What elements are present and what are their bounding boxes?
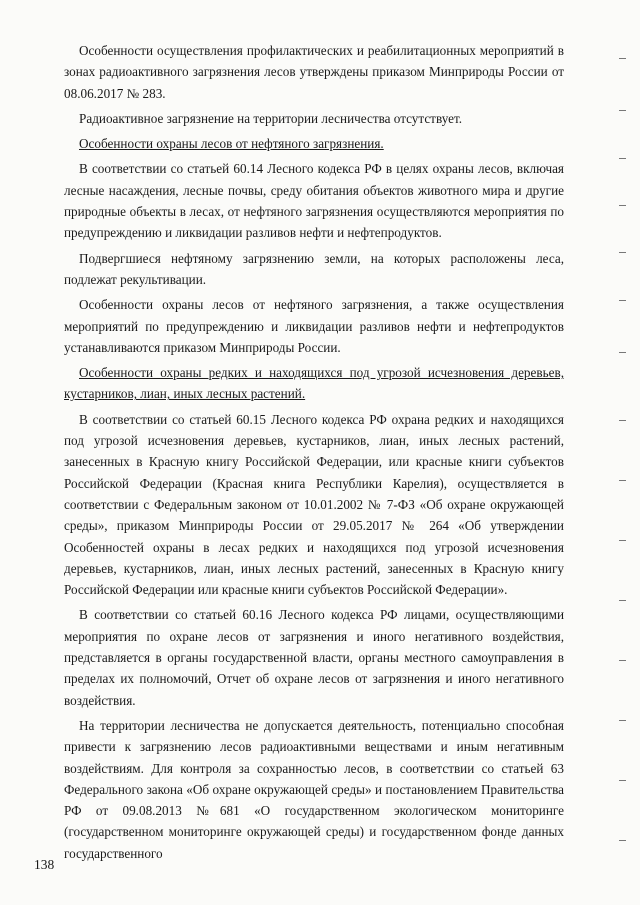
paragraph-radioactive-rehab: Особенности осуществления профилактических и реабилитационных мероприятий в зонах радиоактивного загрязнения лесов утверждены приказом Минприроды России от 08.06.2017 № 283. bbox=[64, 43, 564, 101]
paragraph-article-60-14: В соответствии со статьей 60.14 Лесного кодекса РФ в целях охраны лесов, включая лесные насаждения, лесные почвы, среду обитания объектов животного мира и другие природные объекты в лесах, от нефтяного загрязнения осуществляются мероприятия по предупреждению и ликвидации разливов нефти и нефтепродуктов. bbox=[64, 161, 564, 241]
paragraph-article-60-15: В соответствии со статьей 60.15 Лесного кодекса РФ охрана редких и находящихся под угрозой исчезновения деревьев, кустарников, лиан, иных лесных растений, занесенных в Красную книгу Российской Федерации, или красные книги субъектов Российской Федерации (Красная книга Республики Карелия), осуществляется в соответствии с Федеральным законом от 10.01.2002 № 7-ФЗ «Об охране окружающей среды», приказом Минприроды России от 29.05.2017 № 264 «Об утверждении Особенностей охраны в лесах редких и находящихся под угрозой исчезновения деревьев, кустарников, лиан, иных лесных растений, занесенных в Красную книгу Российской Федерации или красные книги субъектов Российской Федерации». bbox=[64, 411, 564, 598]
heading-rare-plants: Особенности охраны редких и находящихся под угрозой исчезновения деревьев, кустарников, лиан, иных лесных растений. bbox=[64, 365, 564, 402]
paragraph-article-60-16: В соответствии со статьей 60.16 Лесного кодекса РФ лицами, осуществляющими мероприятия по охране лесов от загрязнения и иного негативного воздействия, представляется в органы государственной власти, органы местного самоуправления в пределах их полномочий, Отчет об охране лесов от загрязнения и иного негативного воздействия. bbox=[64, 607, 564, 708]
paragraph-monitoring: На территории лесничества не допускается деятельность, потенциально способная привести к загрязнению лесов радиоактивными веществами и иным негативным воздействиям. Для контроля за сохранностью лесов, в соответствии со статьей 63 Федерального закона «Об охране окружающей среды» и постановлением Правительства РФ от 09.08.2013 №681 «О государственном экологическом мониторинге (государственном мониторинге окружающей среды) и государственном фонде данных государственного bbox=[64, 717, 564, 861]
paragraph-recultivation: Подвергшиеся нефтяному загрязнению земли, на которых расположены леса, подлежат рекультивации. bbox=[64, 250, 564, 287]
heading-oil-pollution: Особенности охраны лесов от нефтяного загрязнения. bbox=[79, 136, 384, 152]
page-number: 138 bbox=[34, 857, 55, 872]
paragraph-oil-order: Особенности охраны лесов от нефтяного загрязнения, а также осуществления мероприятий по предупреждению и ликвидации разливов нефти и нефтепродуктов устанавливаются приказом Минприроды России. bbox=[64, 297, 564, 355]
paragraph-radioactive-absent: Радиоактивное загрязнение на территории лесничества отсутствует. bbox=[79, 110, 463, 126]
document-body bbox=[64, 40, 564, 868]
